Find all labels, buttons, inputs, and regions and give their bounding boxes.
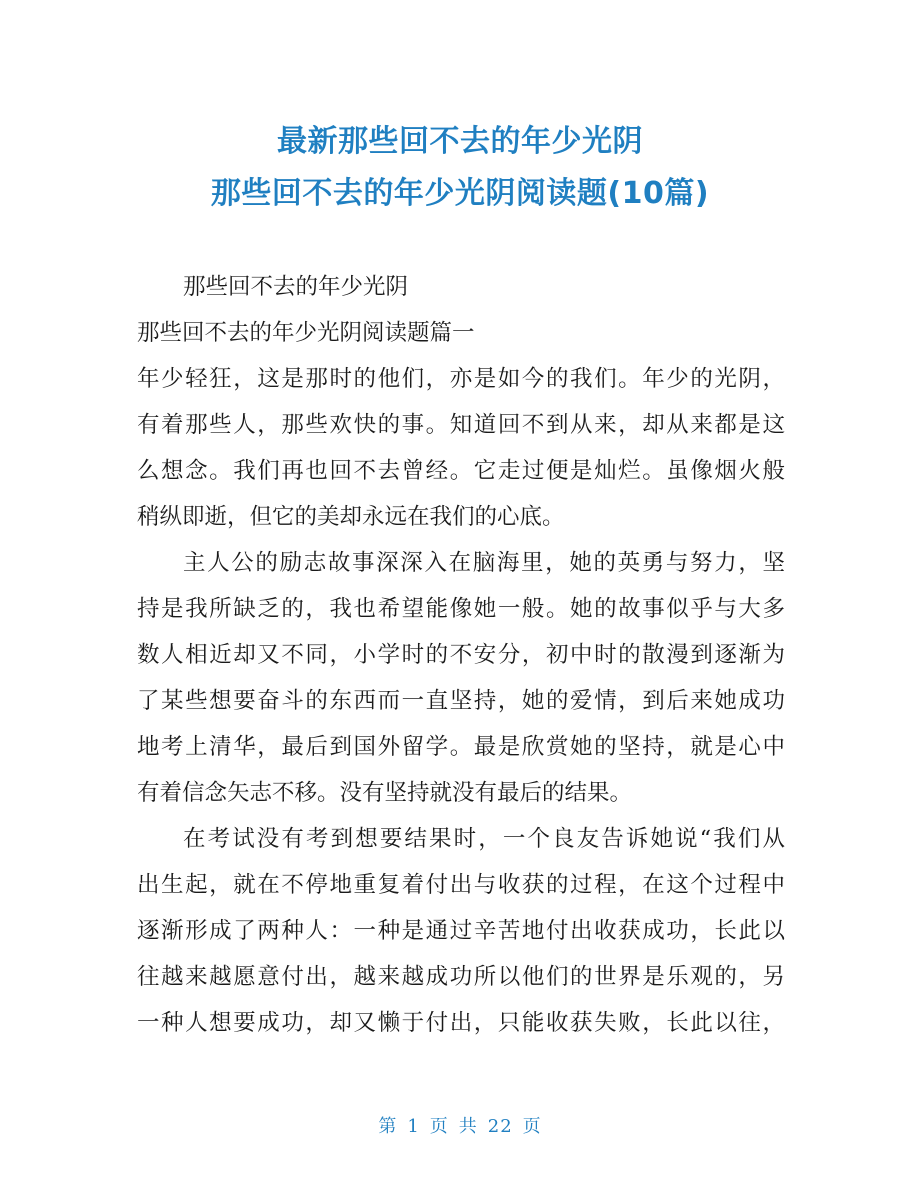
- text-line: 年少轻狂，这是那时的他们，亦是如今的我们。年少的光阴，: [137, 366, 785, 392]
- subtitle: 那些回不去的年少光阴: [183, 274, 409, 300]
- text-line: 出生起，就在不停地重复着付出与收获的过程，在这个过程中: [137, 872, 785, 898]
- text-line: 一种人想要成功，却又懒于付出，只能收获失败，长此以往，: [137, 1010, 785, 1036]
- title-line-1: 最新那些回不去的年少光阴: [277, 124, 643, 159]
- text-line: 持是我所缺乏的，我也希望能像她一般。她的故事似乎与大多: [137, 596, 785, 622]
- text-line: 主人公的励志故事深深入在脑海里，她的英勇与努力，坚: [183, 550, 785, 576]
- text-line: 逐渐形成了两种人：一种是通过辛苦地付出收获成功，长此以: [137, 918, 785, 944]
- text-line: 地考上清华，最后到国外留学。最是欣赏她的坚持，就是心中: [137, 734, 785, 760]
- text-line: 有着信念矢志不移。没有坚持就没有最后的结果。: [137, 780, 633, 806]
- text-line: 在考试没有考到想要结果时，一个良友告诉她说“我们从: [183, 826, 785, 852]
- footer-label-ye: 页: [429, 1116, 449, 1137]
- text-line: 了某些想要奋斗的东西而一直坚持，她的爱情，到后来她成功: [137, 688, 785, 714]
- text-line: 数人相近却又不同，小学时的不安分，初中时的散漫到逐渐为: [137, 642, 785, 668]
- text-line: 稍纵即逝，但它的美却永远在我们的心底。: [137, 504, 565, 530]
- text-line: 有着那些人，那些欢快的事。知道回不到从来，却从来都是这: [137, 412, 785, 438]
- footer-label-ye2: 页: [522, 1116, 542, 1137]
- title-line-2: 那些回不去的年少光阴阅读题(10篇): [210, 176, 710, 211]
- text-line: 往越来越愿意付出，越来越成功所以他们的世界是乐观的，另: [137, 964, 785, 990]
- section-heading: 那些回不去的年少光阴阅读题篇一: [137, 320, 475, 346]
- current-page-number: 1: [407, 1116, 420, 1137]
- total-pages-number: 22: [487, 1116, 513, 1137]
- footer-label-page: 第: [378, 1116, 398, 1137]
- page-footer: [0, 1112, 920, 1138]
- footer-label-total: 共: [458, 1116, 478, 1137]
- document-body: [137, 264, 785, 1046]
- text-line: 么想念。我们再也回不去曾经。它走过便是灿烂。虽像烟火般: [137, 458, 785, 484]
- document-title: [0, 116, 920, 220]
